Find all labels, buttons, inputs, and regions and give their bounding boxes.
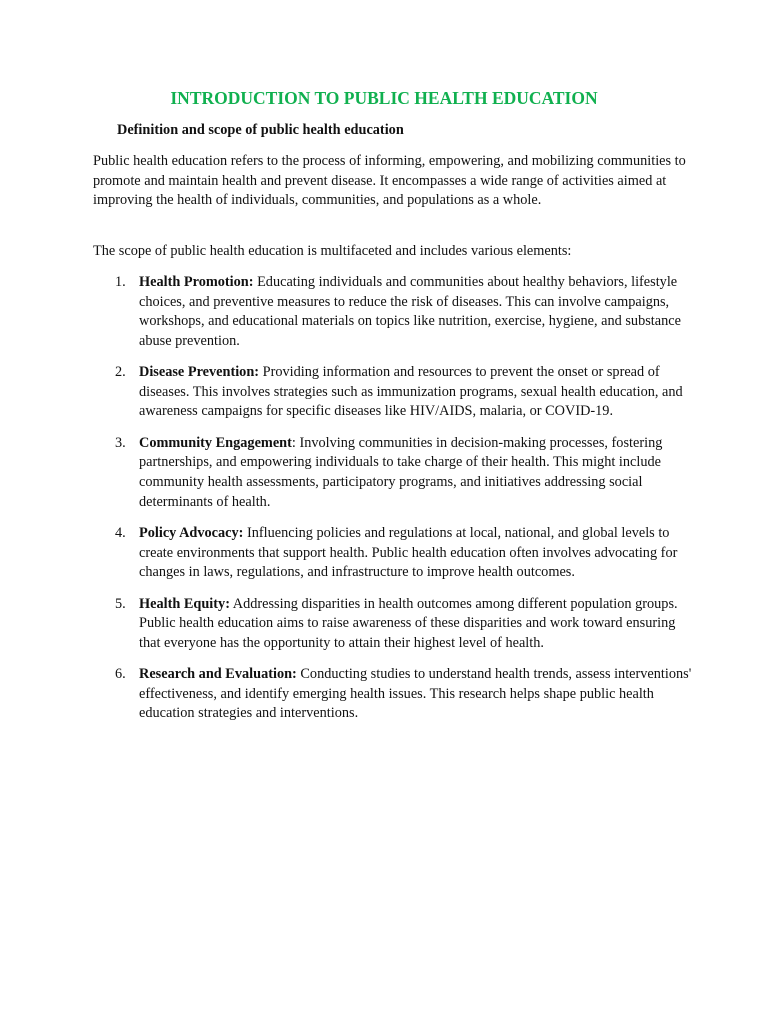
- list-item-text: Influencing policies and regulations at local, national, and global levels to create environments that support health. Public health education often involves advocating for changes in laws, regulations, and infrastructure to improve health outcomes.: [139, 524, 678, 581]
- list-item-text: Providing information and resources to prevent the onset or spread of diseases. This involves strategies such as immunization programs, sexual health education, and awareness campaigns for specific diseases like HIV/AIDS, malaria, or COVID-19.: [139, 364, 683, 420]
- list-item-number: 2.: [115, 364, 126, 381]
- list-item: [93, 273, 693, 351]
- list-item-title: Community Engagement: [139, 434, 292, 451]
- scope-paragraph: The scope of public health education is multifaceted and includes various elements:: [93, 243, 572, 259]
- document-title: INTRODUCTION TO PUBLIC HEALTH EDUCATION: [170, 88, 598, 108]
- list-item-text: Conducting studies to understand health trends, assess interventions' effectiveness, and identify emerging health issues. This research helps shape public health education strategies and interventions.: [139, 666, 692, 722]
- section-heading: Definition and scope of public health education: [117, 122, 404, 138]
- list-item-number: 5.: [115, 595, 126, 612]
- list-item-title: Research and Evaluation:: [139, 666, 297, 683]
- list-item: [93, 363, 693, 422]
- list-item: [93, 524, 693, 583]
- list-item-text: Educating individuals and communities about healthy behaviors, lifestyle choices, and preventive measures to reduce the risk of diseases. This can involve campaigns, workshops, and educational materials on topics like nutrition, exercise, hygiene, and substance abuse prevention.: [139, 274, 681, 349]
- list-item: [93, 665, 693, 724]
- list-item-text: Addressing disparities in health outcomes among different population groups. Public health education aims to raise awareness of these disparities and work toward ensuring that everyone has the opportunity to attain their highest level of health.: [139, 595, 678, 651]
- list-item: [93, 434, 693, 512]
- list-item-title: Disease Prevention:: [139, 364, 260, 381]
- list-item: [93, 595, 693, 654]
- intro-paragraph: Public health education refers to the process of informing, empowering, and mobilizing communities to promote and maintain health and prevent disease. It encompasses a wide range of activities aimed at improving the health of individuals, communities, and populations as a whole.: [93, 153, 686, 209]
- list-item-number: 6.: [115, 666, 126, 683]
- list-item-number: 3.: [115, 434, 126, 451]
- scope-list: [93, 273, 693, 736]
- list-item-title: Policy Advocacy:: [139, 524, 244, 541]
- list-item-number: 4.: [115, 524, 126, 541]
- list-item-title: Health Promotion:: [139, 274, 254, 290]
- list-item-text: : Involving communities in decision-making processes, fostering partnerships, and empowering individuals to take charge of their health. This might include community health assessments, participatory programs, and initiatives addressing social determinants of health.: [139, 434, 663, 510]
- list-item-number: 1.: [115, 274, 126, 290]
- list-item-title: Health Equity:: [139, 595, 230, 612]
